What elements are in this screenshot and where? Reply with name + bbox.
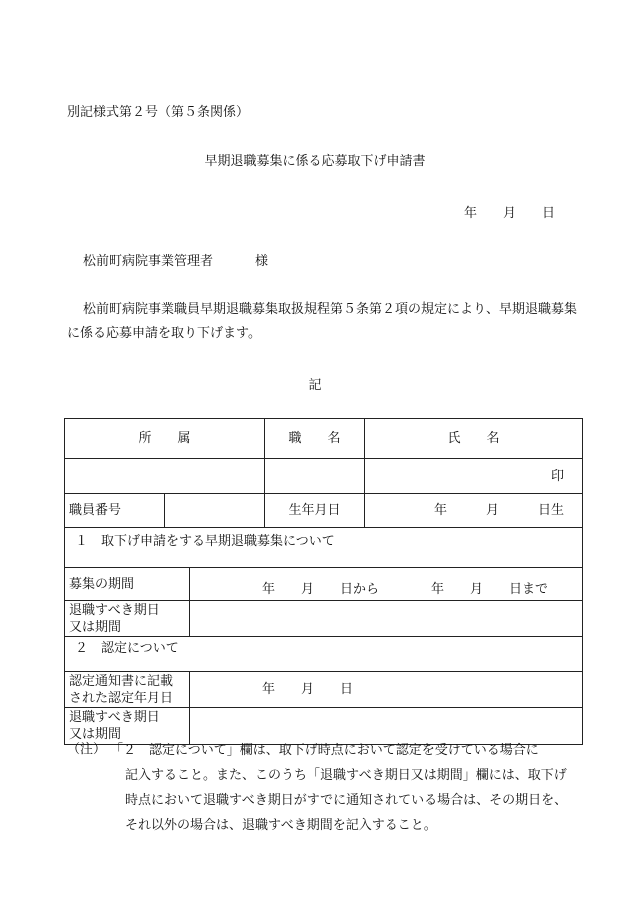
section-1-heading: １ 取下げ申請をする早期退職募集について xyxy=(65,528,583,568)
retire-period-field[interactable] xyxy=(190,601,583,637)
addressee-name: 松前町病院事業管理者 xyxy=(83,254,214,269)
section-2-heading: ２ 認定について xyxy=(65,637,583,672)
addressee xyxy=(83,250,268,269)
employee-number-label: 職員番号 xyxy=(65,494,165,528)
body-text: 松前町病院事業職員早期退職募集取扱規程第５条第２項の規定により、早期退職募集に係る応募申請を取り下げます。 xyxy=(67,302,578,341)
position-header: 職 名 xyxy=(265,419,365,459)
affiliation-header: 所 属 xyxy=(65,419,265,459)
affiliation-field[interactable] xyxy=(65,459,265,494)
note-lines xyxy=(110,738,590,838)
date-day: 日 xyxy=(542,206,556,221)
birth-date-field[interactable]: 年 月 日生 xyxy=(365,494,583,528)
retire-period-label: 退職すべき期日 又は期間 xyxy=(65,601,190,637)
date-year: 年 xyxy=(464,206,478,221)
name-header: 氏 名 xyxy=(365,419,583,459)
date-line xyxy=(464,202,555,221)
period-field[interactable]: 年 月 日から 年 月 日まで xyxy=(190,568,583,601)
addressee-honorific: 様 xyxy=(255,254,269,269)
application-table xyxy=(64,418,583,745)
cert-date-label: 認定通知書に記載 された認定年月日 xyxy=(65,672,190,708)
document-title: 早期退職募集に係る応募取下げ申請書 xyxy=(204,154,426,169)
cert-date-field[interactable]: 年 月 日 xyxy=(190,672,583,708)
note-line: それ以外の場合は、退職すべき期間を記入すること。 xyxy=(125,818,437,833)
note-head: （注） xyxy=(67,742,107,757)
note-line: 記入すること。また、このうち「退職すべき期日又は期間」欄には、取下げ xyxy=(125,768,567,783)
position-field[interactable] xyxy=(265,459,365,494)
name-field[interactable] xyxy=(365,459,583,494)
birth-date-label: 生年月日 xyxy=(265,494,365,528)
note-line: 「２ 認定について」欄は、取下げ時点において認定を受けている場合に xyxy=(110,743,539,758)
note-line: 時点において退職すべき期日がすでに通知されている場合は、その期日を、 xyxy=(125,793,568,808)
date-month: 月 xyxy=(503,206,517,221)
retire2-period-label: 退職すべき期日 又は期間 xyxy=(65,708,190,745)
seal-mark: 印 xyxy=(551,468,565,484)
period-label: 募集の期間 xyxy=(65,568,190,601)
form-id: 別記様式第２号（第５条関係） xyxy=(67,105,250,120)
ki-heading: 記 xyxy=(308,378,322,393)
employee-number-field[interactable] xyxy=(165,494,265,528)
